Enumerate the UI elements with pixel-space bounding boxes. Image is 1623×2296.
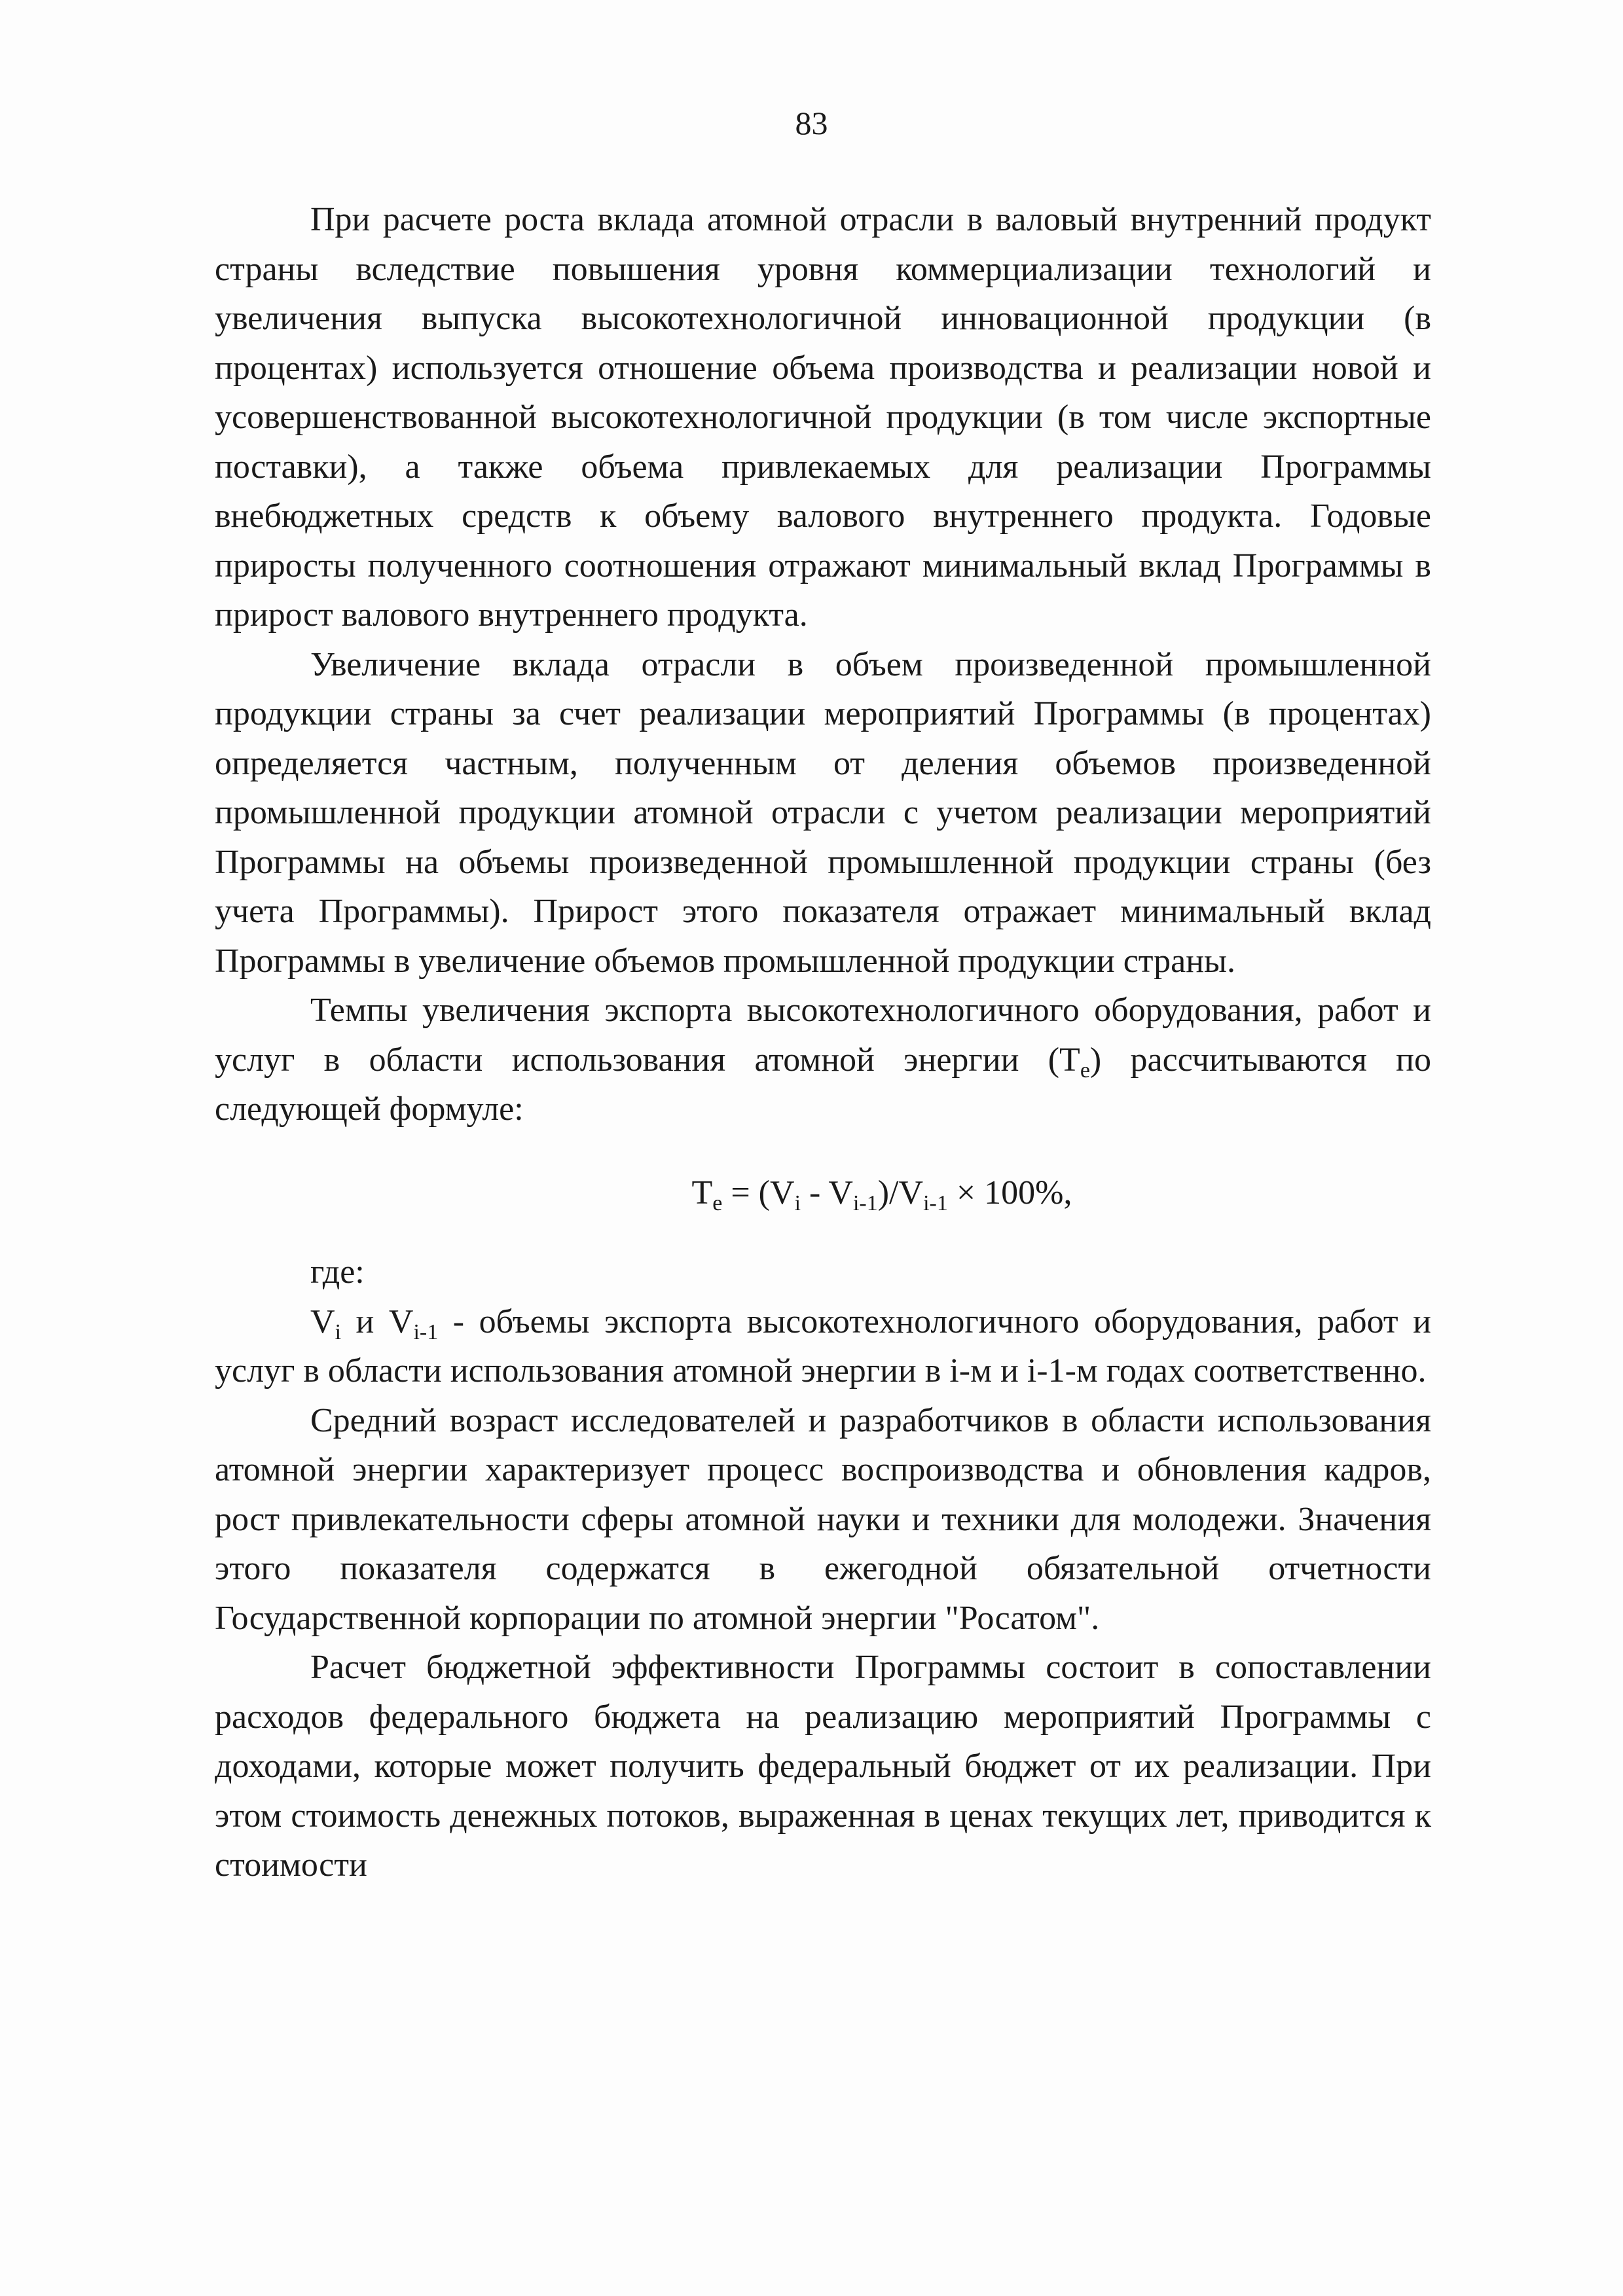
formula-where-label: где: xyxy=(310,1253,365,1291)
formula-part-eq: = (V xyxy=(722,1174,795,1211)
paragraph-gdp-contribution: При расчете роста вклада атомной отрасли в валовый внутренний продукт страны вследствие повышения уровня коммерциализации технологий и увеличения выпуска высокотехнологичной инновационной продукции (в процентах) используется отношение объема производства и реализации новой и усовершенствованной высокотехнологичной продукции (в том числе экспортные поставки), а также объема привлекаемых для реализации Программы внебюджетных средств к объему валового внутреннего продукта. Годовые приросты полученного соотношения отражают минимальный вклад Программы в прирост валового внутреннего продукта. xyxy=(215,201,1431,634)
export-rate-text: Темпы увеличения экспорта высокотехнологичного оборудования, работ и услуг в области использования атомной энергии (T xyxy=(215,992,1431,1079)
page-number: 83 xyxy=(795,105,828,141)
formula-subscript-i-1: i-1 xyxy=(852,1191,878,1215)
formula-subscript-e: e xyxy=(712,1191,723,1215)
definition-text: - объемы экспорта высокотехнологичного оборудования, работ и услуг в области использования атомной энергии в i-м и i-1-м годах соответственно. xyxy=(215,1302,1431,1390)
definition-subscript-i-1: i-1 xyxy=(413,1319,439,1344)
paragraph-variable-definition xyxy=(215,1297,1431,1396)
formula-part-tail: × 100%, xyxy=(947,1174,1072,1211)
definition-v: V xyxy=(310,1302,335,1340)
export-rate-formula xyxy=(215,1168,1431,1218)
definition-subscript-i: i xyxy=(335,1319,342,1344)
definition-and-v: и V xyxy=(341,1302,414,1340)
paragraph-researcher-age: Средний возраст исследователей и разработчиков в области использования атомной энергии характеризует процесс воспроизводства и обновления кадров, рост привлекательности сферы атомной науки и техники для молодежи. Значения этого показателя содержатся в ежегодной обязательной отчетности Государственной корпорации по атомной энергии "Росатом". xyxy=(215,1401,1431,1637)
formula-part-div: )/V xyxy=(877,1174,924,1211)
paragraph-budget-efficiency: Расчет бюджетной эффективности Программы состоит в сопоставлении расходов федерального бюджета на реализацию мероприятий Программы с доходами, которые может получить федеральный бюджет от их реализации. При этом стоимость денежных потоков, выраженная в ценах текущих лет, приводится к стоимости xyxy=(215,1649,1431,1884)
document-body xyxy=(215,195,1431,1890)
formula-subscript-i-1-denominator: i-1 xyxy=(923,1191,948,1215)
formula-symbol-t: T xyxy=(691,1174,713,1211)
formula-subscript-i: i xyxy=(794,1191,801,1215)
formula-part-minus: - V xyxy=(801,1174,853,1211)
paragraph-industrial-output: Увеличение вклада отрасли в объем произведенной промышленной продукции страны за счет реализации мероприятий Программы (в процентах) определяется частным, полученным от деления объемов произведенной промышленной продукции атомной отрасли с учетом реализации мероприятий Программы на объемы произведенной промышленной продукции страны (без учета Программы). Прирост этого показателя отражает минимальный вклад Программы в увеличение объемов промышленной продукции страны. xyxy=(215,645,1431,980)
export-rate-subscript: e xyxy=(1080,1058,1090,1083)
paragraph-export-rate xyxy=(215,986,1431,1134)
export-rate-tail: ) рассчитываются по следующей формуле: xyxy=(215,1041,1432,1128)
